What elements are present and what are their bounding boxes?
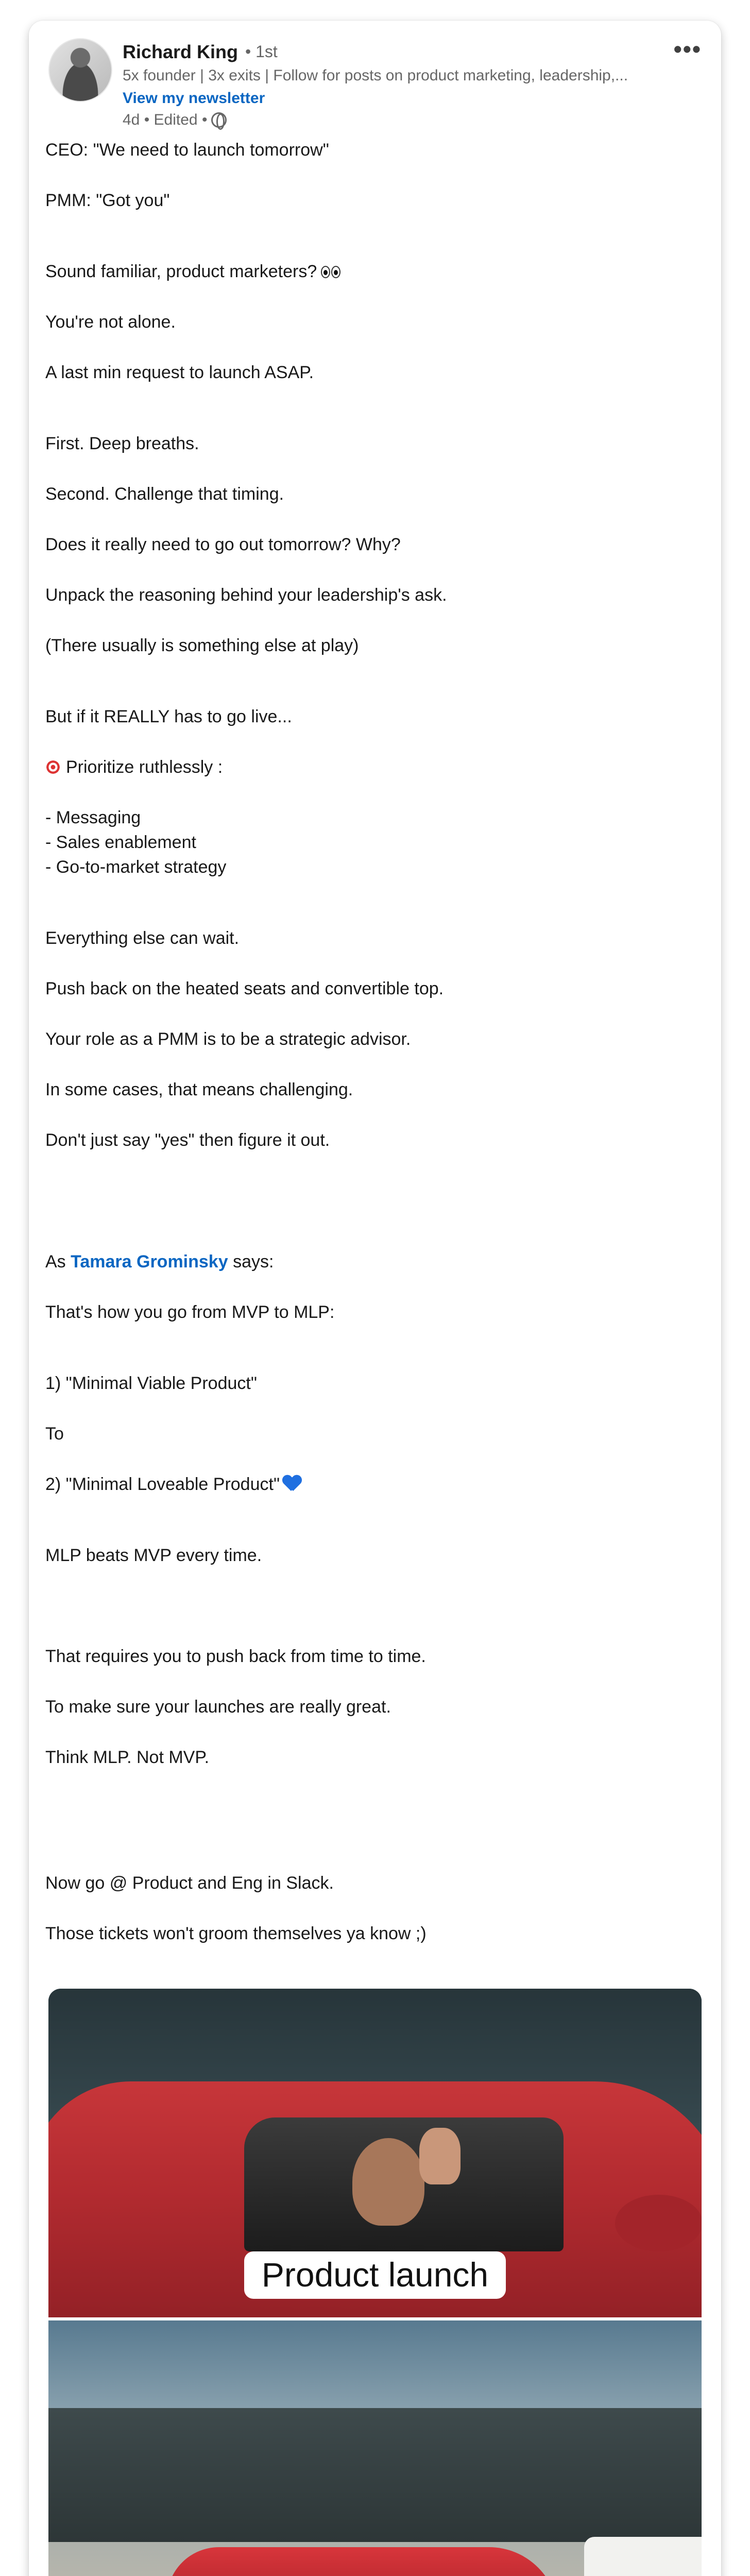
- post-line: [45, 262, 342, 283]
- post-line: Now go @ Product and Eng in Slack.: [45, 1873, 334, 1893]
- post-line: That requires you to push back from time to time.: [45, 1647, 426, 1666]
- post-line: But if it REALLY has to go live...: [45, 707, 292, 726]
- post-line: [45, 1252, 274, 1272]
- post-line: CEO: "We need to launch tomorrow": [45, 140, 329, 160]
- post-line: Does it really need to go out tomorrow? Why?: [45, 535, 401, 554]
- mention-link[interactable]: Tamara Grominsky: [71, 1252, 228, 1272]
- target-icon: [45, 759, 61, 775]
- building: [48, 2408, 702, 2542]
- post-card: [29, 21, 721, 2576]
- post-line-text: 2) "Minimal Loveable Product": [45, 1475, 280, 1494]
- connection-degree: • 1st: [245, 42, 278, 61]
- more-icon[interactable]: •••: [673, 36, 702, 62]
- post-line: To: [45, 1424, 64, 1444]
- blue-heart-icon: [283, 1476, 301, 1492]
- post-line: 1) "Minimal Viable Product": [45, 1374, 257, 1393]
- post-line-text: Sound familiar, product marketers?: [45, 262, 317, 281]
- author-name[interactable]: Richard King: [123, 41, 238, 62]
- post-line: (There usually is something else at play): [45, 636, 359, 655]
- post-line: That's how you go from MVP to MLP:: [45, 1302, 335, 1322]
- post-line: [45, 757, 223, 777]
- post-line: PMM: "Got you": [45, 191, 170, 210]
- post-line-text: As: [45, 1252, 71, 1272]
- waving-hand: [419, 2128, 461, 2184]
- post-line: To make sure your launches are really great.: [45, 1697, 391, 1717]
- post-line: Don't just say "yes" then figure it out.: [45, 1130, 330, 1150]
- post-line: First. Deep breaths.: [45, 434, 199, 453]
- post-line: Unpack the reasoning behind your leadership's ask.: [45, 585, 447, 605]
- post-time: 4d • Edited •: [123, 111, 208, 128]
- towed-car: [167, 2547, 558, 2576]
- post-line-text: Prioritize ruthlessly :: [66, 757, 223, 777]
- avatar[interactable]: [48, 38, 112, 102]
- post-line-text: says:: [228, 1252, 274, 1272]
- view-newsletter-link[interactable]: View my newsletter: [123, 90, 265, 107]
- post-line: - Sales enablement: [45, 833, 196, 852]
- post-line: You're not alone.: [45, 312, 176, 332]
- post-line: Push back on the heated seats and convertible top.: [45, 979, 444, 998]
- caption-top: Product launch: [244, 2251, 506, 2299]
- meme-panel-bottom: [48, 2320, 702, 2576]
- post-line: MLP beats MVP every time.: [45, 1546, 262, 1565]
- post-line: [45, 1475, 301, 1495]
- post-line: Second. Challenge that timing.: [45, 484, 284, 504]
- post-line: Your role as a PMM is to be a strategic advisor.: [45, 1029, 411, 1049]
- post-line: A last min request to launch ASAP.: [45, 363, 314, 382]
- post-meta: [123, 111, 227, 129]
- driver: [352, 2138, 424, 2226]
- post-image[interactable]: [48, 1989, 702, 2576]
- post-line: - Messaging: [45, 808, 141, 827]
- post-line: Those tickets won't groom themselves ya know ;): [45, 1924, 427, 1943]
- tow-truck-cab: [584, 2537, 702, 2576]
- post-line: Think MLP. Not MVP.: [45, 1748, 210, 1767]
- author-headline: 5x founder | 3x exits | Follow for posts on product marketing, leadership,...: [123, 67, 628, 84]
- globe-icon: [211, 112, 227, 128]
- post-line: In some cases, that means challenging.: [45, 1080, 353, 1099]
- side-mirror: [615, 2195, 702, 2251]
- post-line: - Go-to-market strategy: [45, 857, 227, 877]
- post-line: Everything else can wait.: [45, 928, 240, 948]
- eyes-icon: [321, 263, 342, 283]
